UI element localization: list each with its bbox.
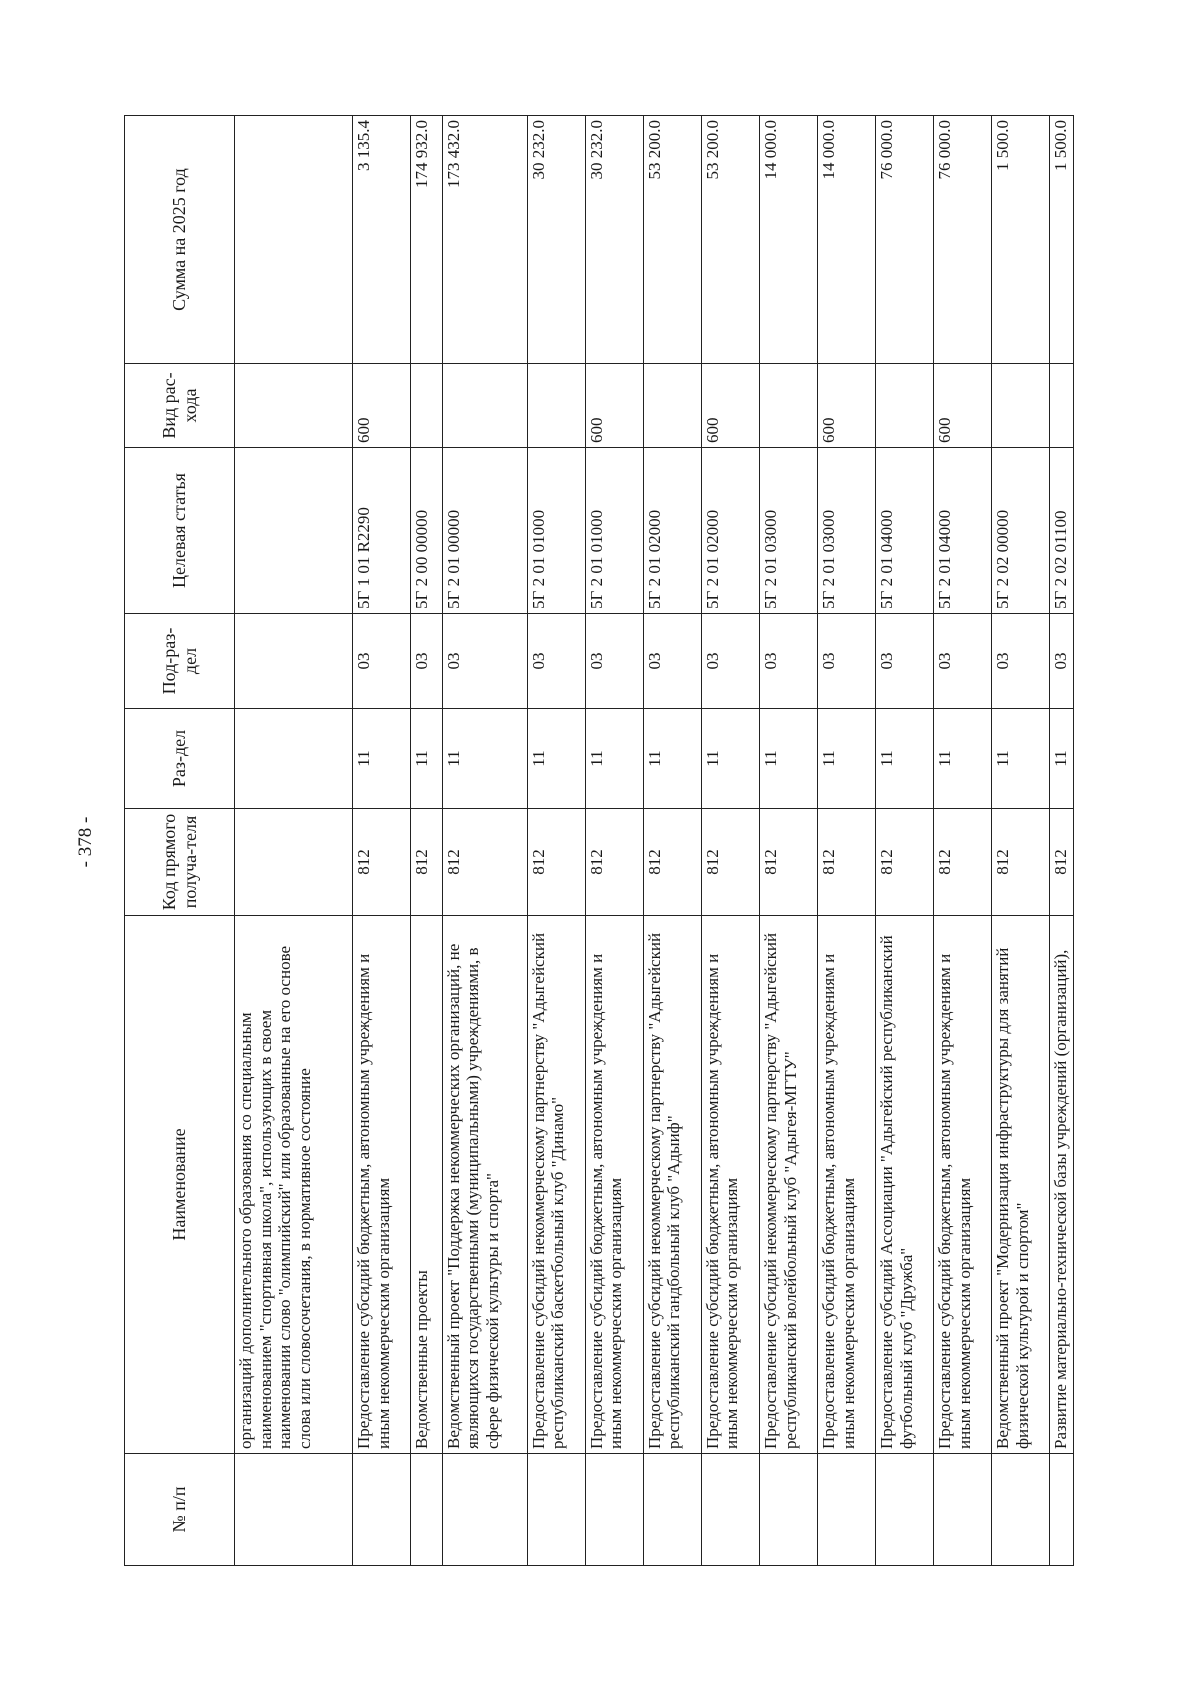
cell-section: 11	[934, 709, 992, 809]
cell-section: 11	[876, 709, 934, 809]
cell-subsection	[235, 614, 353, 709]
cell-target-article: 5Г 2 01 04000	[934, 448, 992, 614]
cell-section: 11	[818, 709, 876, 809]
cell-amount: 30 232.0	[527, 116, 585, 364]
cell-num	[235, 1454, 353, 1566]
cell-expense-type: 600	[585, 364, 643, 448]
cell-expense-type	[235, 364, 353, 448]
cell-subsection: 03	[818, 614, 876, 709]
table-row	[759, 116, 817, 1566]
cell-amount: 76 000.0	[876, 116, 934, 364]
cell-target-article	[235, 448, 353, 614]
table-row	[527, 116, 585, 1566]
cell-recipient-code: 812	[759, 809, 817, 916]
cell-recipient-code: 812	[411, 809, 442, 916]
header-num: № п/п	[125, 1454, 235, 1566]
cell-name: Ведомственный проект "Модернизация инфраструктуры для занятий физической культурой и спортом"	[992, 916, 1050, 1454]
cell-recipient-code: 812	[876, 809, 934, 916]
cell-target-article: 5Г 2 02 00000	[992, 448, 1050, 614]
cell-name: Ведомственный проект "Поддержка некоммерческих организаций, не являющихся государственными (муниципальными) учреждениями, в сфере физической культуры и спорта"	[442, 916, 527, 1454]
cell-section: 11	[992, 709, 1050, 809]
cell-expense-type: 600	[353, 364, 411, 448]
cell-target-article: 5Г 2 02 01100	[1050, 448, 1074, 614]
cell-name: Предоставление субсидий некоммерческому партнерству "Адыгейский республиканский баскетбольный клуб "Динамо"	[527, 916, 585, 1454]
cell-target-article: 5Г 2 01 03000	[818, 448, 876, 614]
cell-subsection: 03	[353, 614, 411, 709]
cell-subsection: 03	[1050, 614, 1074, 709]
cell-amount: 174 932.0	[411, 116, 442, 364]
cell-name: Предоставление субсидий бюджетным, автономным учреждениям и иным некоммерческим организациям	[353, 916, 411, 1454]
cell-amount: 1 500.0	[1050, 116, 1074, 364]
cell-num	[876, 1454, 934, 1566]
cell-expense-type: 600	[934, 364, 992, 448]
cell-name: Предоставление субсидий некоммерческому партнерству "Адыгейский республиканский гандбольный клуб "Адыиф"	[643, 916, 701, 1454]
cell-subsection: 03	[527, 614, 585, 709]
cell-subsection: 03	[411, 614, 442, 709]
cell-recipient-code: 812	[1050, 809, 1074, 916]
cell-num	[585, 1454, 643, 1566]
table-row	[876, 116, 934, 1566]
table-row	[585, 116, 643, 1566]
cell-name: Предоставление субсидий бюджетным, автономным учреждениям и иным некоммерческим организациям	[818, 916, 876, 1454]
cell-target-article: 5Г 2 01 01000	[585, 448, 643, 614]
cell-num	[411, 1454, 442, 1566]
cell-name: организаций дополнительного образования со специальным наименованием "спортивная школа", использующих в своем наименовании слово "олимпийский" или образованные на его основе слова или словосочетания, в нормативное состояние	[235, 916, 353, 1454]
cell-recipient-code: 812	[585, 809, 643, 916]
cell-recipient-code: 812	[442, 809, 527, 916]
cell-expense-type	[992, 364, 1050, 448]
cell-num	[701, 1454, 759, 1566]
cell-section: 11	[701, 709, 759, 809]
cell-num	[527, 1454, 585, 1566]
cell-expense-type	[1050, 364, 1074, 448]
cell-recipient-code: 812	[353, 809, 411, 916]
table-row	[992, 116, 1050, 1566]
budget-table	[124, 115, 1074, 1566]
cell-section: 11	[353, 709, 411, 809]
cell-expense-type	[643, 364, 701, 448]
cell-num	[934, 1454, 992, 1566]
header-expense-type: Вид рас-хода	[125, 364, 235, 448]
cell-amount: 53 200.0	[701, 116, 759, 364]
cell-name: Предоставление субсидий некоммерческому партнерству "Адыгейский республиканский волейбольный клуб "Адыгея-МГТУ"	[759, 916, 817, 1454]
cell-expense-type	[442, 364, 527, 448]
table-row	[643, 116, 701, 1566]
cell-target-article: 5Г 2 01 04000	[876, 448, 934, 614]
cell-target-article: 5Г 2 01 03000	[759, 448, 817, 614]
cell-section: 11	[442, 709, 527, 809]
cell-num	[759, 1454, 817, 1566]
cell-recipient-code: 812	[934, 809, 992, 916]
cell-num	[353, 1454, 411, 1566]
cell-section	[235, 709, 353, 809]
cell-amount: 14 000.0	[818, 116, 876, 364]
cell-name: Предоставление субсидий бюджетным, автономным учреждениям и иным некоммерческим организациям	[701, 916, 759, 1454]
cell-num	[442, 1454, 527, 1566]
cell-amount: 3 135.4	[353, 116, 411, 364]
cell-name: Предоставление субсидий Ассоциации "Адыгейский республиканский футбольный клуб "Дружба"	[876, 916, 934, 1454]
rotated-table-container	[124, 116, 1074, 1566]
header-recipient: Код прямого получа-теля	[125, 809, 235, 916]
cell-section: 11	[585, 709, 643, 809]
cell-num	[1050, 1454, 1074, 1566]
cell-recipient-code: 812	[992, 809, 1050, 916]
cell-expense-type	[411, 364, 442, 448]
table-header-row	[125, 116, 235, 1566]
cell-target-article: 5Г 1 01 R2290	[353, 448, 411, 614]
table-row	[818, 116, 876, 1566]
cell-amount: 173 432.0	[442, 116, 527, 364]
cell-section: 11	[1050, 709, 1074, 809]
cell-amount: 53 200.0	[643, 116, 701, 364]
cell-target-article: 5Г 2 01 02000	[643, 448, 701, 614]
cell-expense-type	[527, 364, 585, 448]
cell-section: 11	[411, 709, 442, 809]
header-section: Раз-дел	[125, 709, 235, 809]
cell-subsection: 03	[701, 614, 759, 709]
cell-subsection: 03	[876, 614, 934, 709]
cell-expense-type: 600	[818, 364, 876, 448]
cell-amount: 14 000.0	[759, 116, 817, 364]
cell-recipient-code: 812	[527, 809, 585, 916]
cell-target-article: 5Г 2 01 02000	[701, 448, 759, 614]
cell-num	[818, 1454, 876, 1566]
cell-recipient-code: 812	[701, 809, 759, 916]
cell-subsection: 03	[585, 614, 643, 709]
cell-expense-type	[876, 364, 934, 448]
cell-subsection: 03	[442, 614, 527, 709]
cell-section: 11	[643, 709, 701, 809]
cell-section: 11	[527, 709, 585, 809]
cell-name: Предоставление субсидий бюджетным, автономным учреждениям и иным некоммерческим организациям	[585, 916, 643, 1454]
table-row	[353, 116, 411, 1566]
cell-name: Ведомственные проекты	[411, 916, 442, 1454]
cell-num	[643, 1454, 701, 1566]
cell-amount: 76 000.0	[934, 116, 992, 364]
header-target: Целевая статья	[125, 448, 235, 614]
table-row	[442, 116, 527, 1566]
cell-amount: 1 500.0	[992, 116, 1050, 364]
table-row	[934, 116, 992, 1566]
cell-name: Развитие материально-технической базы учреждений (организаций),	[1050, 916, 1074, 1454]
table-row	[235, 116, 353, 1566]
cell-recipient-code: 812	[643, 809, 701, 916]
header-name: Наименование	[125, 916, 235, 1454]
cell-target-article: 5Г 2 00 00000	[411, 448, 442, 614]
header-amount: Сумма на 2025 год	[125, 116, 235, 364]
cell-target-article: 5Г 2 01 00000	[442, 448, 527, 614]
cell-num	[992, 1454, 1050, 1566]
cell-subsection: 03	[934, 614, 992, 709]
cell-expense-type: 600	[701, 364, 759, 448]
cell-amount: 30 232.0	[585, 116, 643, 364]
table-row	[701, 116, 759, 1566]
cell-recipient-code: 812	[818, 809, 876, 916]
table-row	[1050, 116, 1074, 1566]
cell-name: Предоставление субсидий бюджетным, автономным учреждениям и иным некоммерческим организациям	[934, 916, 992, 1454]
cell-section: 11	[759, 709, 817, 809]
header-subsection: Под-раз-дел	[125, 614, 235, 709]
cell-recipient-code	[235, 809, 353, 916]
table-body	[235, 116, 1074, 1566]
cell-subsection: 03	[759, 614, 817, 709]
cell-target-article: 5Г 2 01 01000	[527, 448, 585, 614]
cell-subsection: 03	[643, 614, 701, 709]
page-number: - 378 -	[75, 816, 96, 868]
cell-expense-type	[759, 364, 817, 448]
table-row	[411, 116, 442, 1566]
cell-subsection: 03	[992, 614, 1050, 709]
cell-amount	[235, 116, 353, 364]
